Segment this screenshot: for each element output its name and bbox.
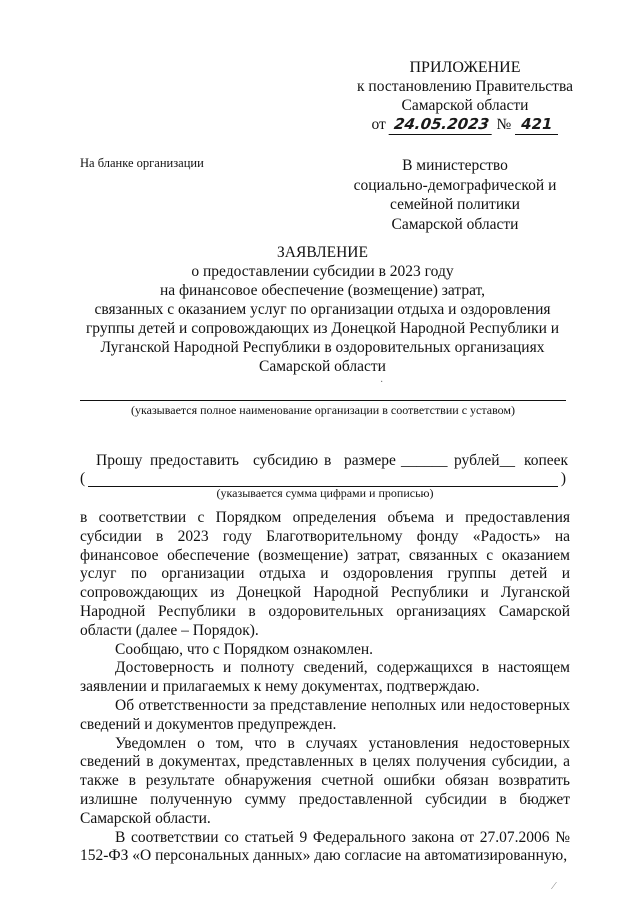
addressee-line: социально-демографической и (353, 176, 557, 194)
request-word: субсидию (253, 452, 319, 469)
paragraph: Уведомлен о том, что в случаях установления недостоверных сведений в документах, представленных в целях получения субсидии, а также в результате обнаружения счетной ошибки обязан возвратить излишне полученную сумму предоставленной субсидии в бюджет Самарской области. (80, 734, 570, 827)
addressee-block (340, 156, 570, 234)
title-line: связанных с оказанием услуг по организации отдыха и оздоровления (94, 301, 551, 318)
amount-hint: (указывается сумма цифрами и прописью) (216, 486, 434, 500)
request-word: в (324, 452, 332, 469)
handwritten-date: 24.05.2023 (388, 115, 494, 135)
request-word: копеек (524, 452, 569, 469)
letterhead-note: На бланке организации (80, 156, 204, 170)
appendix-line-1: к постановлению Правительства (357, 78, 573, 95)
date-prefix: от (371, 116, 386, 133)
title-line: группы детей и сопровождающих из Донецкой Народной Республики и (85, 320, 560, 337)
appendix-block (350, 58, 580, 135)
organization-name-field (80, 400, 566, 401)
amount-blank: ______ (401, 452, 448, 469)
paragraph: в соответствии с Порядком определения объема и предоставления субсидии в 2023 году Благотворительному фонду «Радость» на финансовое обеспечение (возмещение) затрат, связанных с оказанием услуг по организации отдыха и оздоровления группы детей и сопровождающих из Донецкой Народной Республики и Луганской Народной Республики в оздоровительных организациях Самарской области (далее – Порядок). (80, 509, 570, 639)
title-line: на финансовое обеспечение (возмещение) затрат, (159, 282, 486, 299)
request-word: рублей__ (454, 452, 516, 469)
appendix-heading: ПРИЛОЖЕНИЕ (409, 59, 521, 76)
margin-mark: ⁄ (553, 880, 555, 892)
appendix-reference (350, 115, 580, 135)
request-word: предоставить (150, 452, 239, 469)
title-line: о предоставлении субсидии в 2023 году (191, 263, 454, 280)
addressee-line: В министерство (402, 157, 508, 174)
organization-name-hint: (указывается полное наименование организации в соответствии с уставом) (130, 403, 516, 417)
title-heading: ЗАЯВЛЕНИЕ (277, 244, 368, 261)
paragraph: В соответствии со статьей 9 Федерального закона от 27.07.2006 № 152-ФЗ «О персональных данных» даю согласие на автоматизированную, (80, 828, 570, 865)
request-word: Прошу (96, 452, 143, 469)
title-line: Луганской Народной Республики в оздоровительных организациях (100, 339, 545, 356)
appendix-line-2: Самарской области (401, 97, 529, 114)
paragraph: Сообщаю, что с Порядком ознакомлен. (115, 640, 374, 658)
paragraph: Достоверность и полноту сведений, содержащихся в настоящем заявлении и прилагаемых к нему документах, подтверждаю. (80, 659, 570, 696)
addressee-line: Самарской области (391, 215, 519, 233)
request-word: размере (344, 452, 396, 469)
stray-mark: · (380, 377, 384, 388)
addressee-line: семейной политики (390, 196, 520, 213)
handwritten-number: 421 (515, 115, 558, 135)
body-text (80, 509, 570, 866)
close-paren: ) (560, 470, 566, 487)
number-prefix: № (496, 116, 512, 133)
document-title (80, 243, 565, 376)
open-paren: ( (80, 470, 86, 487)
title-line: Самарской области (259, 358, 386, 375)
paragraph: Об ответственности за представление неполных или недостоверных сведений и документов предупрежден. (80, 696, 570, 733)
